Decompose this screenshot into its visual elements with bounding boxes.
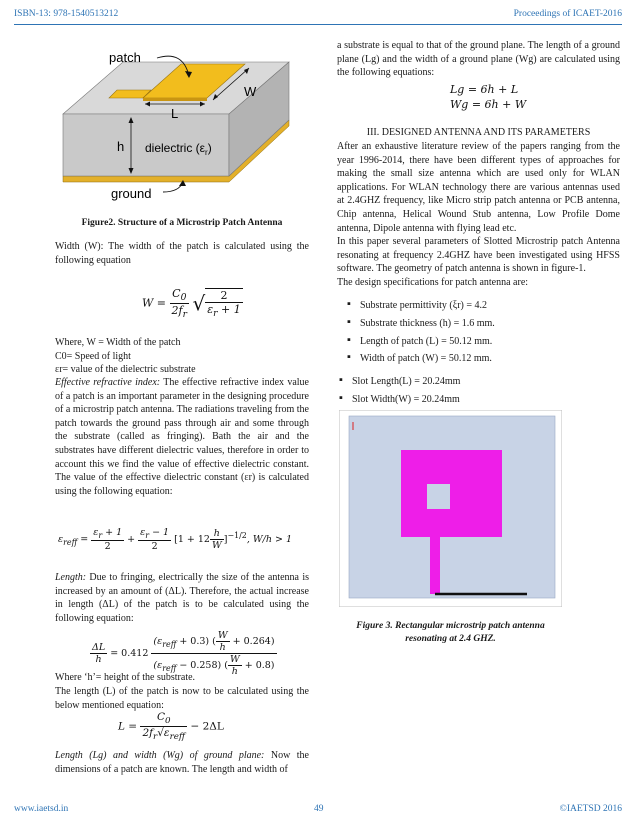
eq-w-root-den: ε: [207, 303, 214, 317]
eq-dl-n1: (ε: [153, 636, 163, 647]
eq-w-root-den-tail: + 1: [217, 303, 241, 317]
eq-dl-d1-tail: − 0.258): [176, 660, 222, 671]
label-patch: patch: [109, 50, 141, 65]
ground-heading: Length (Lg) and width (Wg) of ground plane:: [55, 750, 265, 761]
eq-eff-a-den: 2: [104, 540, 111, 552]
footer-page-number: 49: [314, 804, 324, 814]
patch-edge: [143, 98, 207, 101]
label-h: h: [117, 139, 125, 154]
eq-eff-b-num: ε: [140, 527, 146, 538]
eq-dl-n-wh: [216, 630, 230, 653]
eq-w-den: 2f: [171, 304, 183, 318]
er-line: εr= value of the dielectric substrate: [55, 364, 196, 376]
figure-2-microstrip-structure: [61, 40, 293, 212]
footer-copyright: ©IAETSD 2016: [559, 804, 622, 814]
eq-l-tail: − 2ΔL: [190, 720, 224, 733]
ground-text: Now the dimensions of a patch are known. The length and width of: [55, 750, 309, 775]
slot-item: ▪ Slot Width(W) = 20.24mm: [352, 391, 612, 409]
eq-dl-lhs-num: ΔL: [92, 642, 106, 653]
width-intro: Width (W): The width of the patch is calculated using the following equation: [55, 241, 309, 266]
eq-eff-b-num-sub: r: [145, 530, 150, 540]
spec-item: ▪ Substrate permittivity (ξr) = 4.2: [360, 297, 620, 315]
eq-w-num: C: [172, 287, 181, 300]
eq-eff-lhs-sub: reff: [63, 537, 78, 547]
variable-definitions: [55, 336, 309, 377]
eq-dl-n2b: h: [219, 642, 226, 653]
ground-equations: [450, 82, 526, 112]
eq-w-num-sub: 0: [180, 292, 187, 304]
eq-w-root-den-sub: r: [213, 308, 218, 320]
len-text: Due to fringing, electrically the size of the antenna is increased by an amount of (ΔL). Therefore, the actual increase in length (ΔL) of the patch is to be calculated using the following equation:: [55, 572, 309, 624]
c0-line: C0= Speed of light: [55, 350, 131, 362]
eq-wg: Wg = 6h + W: [450, 98, 527, 111]
eq-eff-lhs: ε: [58, 533, 64, 545]
slot-list: [352, 373, 612, 409]
equation-delta-l: [90, 630, 277, 677]
eq-dl-n1-tail: + 0.3): [176, 636, 210, 647]
eq-eff-cond: , W/h > 1: [246, 533, 292, 545]
footer-website[interactable]: www.iaetsd.in: [14, 804, 69, 814]
header-isbn: ISBN-13: 978-1540513212: [14, 9, 119, 19]
header-rule: [14, 24, 622, 25]
eq-eff-bracket-open: [1 + 12: [174, 533, 210, 545]
label-dielectric: dielectric $(\varepsilon_r)$: [145, 141, 212, 157]
eq-eff-b-num-tail: − 1: [149, 527, 170, 538]
eq-eff-frac-hw: [210, 528, 224, 551]
eff-text: The effective refractive index value of a patch is an important parameter in the designing procedure of a microstrip patch antenna. The radiations traveling from the patch towards the ground pass through air and some through the substrate (called as fringing). Bath the air and the substrates have different dielectric values, therefore in order to account this we find the value of effective dielectric constant. The value of the effective dielectric constant (εr) is calculated using the following equation:: [55, 377, 309, 497]
eq-lg: Lg = 6h + L: [450, 83, 519, 96]
eq-dl-d1: (ε: [153, 660, 163, 671]
fig3-slotted-patch: [401, 450, 502, 537]
equation-width: W = $\frac{C_0}{2f_r}$ √ $\frac{2}{\varepsilon_r + 1}$: [142, 287, 241, 321]
length-paragraph: [55, 571, 309, 625]
section-body: [337, 140, 620, 290]
eq-eff-bracket-close: ]: [223, 533, 228, 545]
figure-3-caption: Figure 3. Rectangular microstrip patch antenna resonating at 2.4 GHZ.: [356, 621, 545, 644]
length-intro: The length (L) of the patch is now to be calculated using the below mentioned equation:: [55, 686, 309, 711]
spec-item: ▪ Substrate thickness (h) = 1.6 mm.: [360, 315, 620, 333]
spec-item: ▪ Length of patch (L) = 50.12 mm.: [360, 333, 620, 351]
eq-l-frac: $\frac{C_0}{2f_r√\varepsilon_{reff}}$: [142, 711, 186, 743]
para-literature: After an exhaustive literature review of the papers ranging from the year 1996-2014, there have been different types of approaches for making the small size antenna which are used only for WLAN applications. For WLAN technology there are various antennas used at 2.4GHZ frequency, like Micro strip patch antenna or PCB antenna, Chip antenna, Helical Wound Stub antenna, Low Profile Dome antenna, Dipole antenna with flying lead etc.: [337, 141, 620, 234]
eq-w-root-num: 2: [205, 289, 243, 303]
effective-index-paragraph: [55, 376, 309, 498]
slot-item: ▪ Slot Length(L) = 20.24mm: [352, 373, 612, 391]
eq-dl-d1-sub: reff: [162, 663, 177, 673]
eq-eff-b-den: 2: [151, 540, 158, 552]
fig3-feed-stub: [430, 537, 440, 594]
eq-eff-plus: +: [127, 533, 136, 545]
ground-plane-paragraph: [55, 749, 309, 776]
eq-w-den-sub: r: [182, 309, 187, 321]
eq-eff-frac-b: [138, 527, 171, 552]
where-h: Where ‘h’= height of the substrate.: [55, 672, 196, 683]
eq-dl-n1-sub: reff: [162, 639, 177, 649]
ground-pointer: [163, 182, 183, 192]
spec-item: ▪ Width of patch (W) = 50.12 mm.: [360, 350, 620, 368]
label-ground: ground: [111, 186, 152, 201]
figure-3-patch-antenna: [339, 410, 562, 607]
header-proceedings: Proceedings of ICAET-2016: [513, 9, 622, 19]
eq-dl-coef: = 0.412: [110, 648, 149, 659]
eq-dl-lhs-den: h: [95, 654, 102, 665]
eq-eff-h: h: [210, 528, 224, 540]
eq-w-frac: [170, 287, 189, 320]
equation-length: [118, 711, 224, 742]
eq-l-num: C: [156, 711, 166, 723]
eq-eff-eq: =: [80, 533, 89, 545]
label-L: L: [171, 106, 179, 121]
figure-2-caption: Figure2. Structure of a Microstrip Patch Antenna: [81, 218, 283, 228]
eq-dl-d2a: W: [229, 654, 240, 665]
spec-intro: The design specifications for patch antenna are:: [337, 276, 529, 288]
eq-dl-main-frac: $(\varepsilon_{reff} + 0.3)$ ( $\frac{W}{h}$ + 0.264) $(\varepsilon_{reff} - 0.258)$ ( $\frac{W}{h}$ + 0.8): [153, 630, 275, 677]
eq-l-root-sub: reff: [169, 732, 186, 743]
ground-continuation: a substrate is equal to that of the ground plane. The length of a ground plane (Lg) and the width of a ground plane (Wg) are calculated using the following equations:: [337, 40, 620, 79]
eq-eff-a-num-tail: + 1: [102, 527, 123, 538]
eq-l-den: 2f: [142, 727, 154, 740]
eq-dl-d2b: h: [231, 666, 238, 677]
section-heading: III. DESIGNED ANTENNA AND ITS PARAMETERS: [366, 127, 591, 138]
spec-list: [360, 297, 620, 368]
eq-dl-n2-tail: + 0.264): [229, 636, 275, 647]
eq-eff-a-num-sub: r: [98, 530, 103, 540]
eq-eff-power: −1/2: [227, 530, 247, 540]
eq-eff-a-num: ε: [93, 527, 99, 538]
label-W: W: [244, 84, 257, 99]
eq-w-lhs: W =: [142, 296, 167, 310]
eq-dl-lhs: [90, 642, 107, 665]
eq-eff-W: W: [211, 539, 222, 551]
eq-l-num-sub: 0: [165, 716, 171, 727]
eff-heading: Effective refractive index:: [55, 377, 161, 388]
eq-l-lhs: L =: [118, 720, 138, 733]
equation-effective: [58, 527, 292, 552]
eq-l-den-sub: r: [153, 732, 158, 743]
len-heading: Length:: [55, 572, 87, 583]
eq-l-root: ε: [163, 727, 170, 740]
eq-dl-n2a: W: [217, 630, 228, 641]
eq-eff-frac-a: [91, 527, 124, 552]
where-w: Where, W = Width of the patch: [55, 337, 181, 348]
eq-w-root: [205, 288, 243, 319]
para-investigation: In this paper several parameters of Slotted Microstrip patch Antenna resonating at frequency 2.4GHZ have been investigated using HFSS software. The geometry of patch antenna is shown in figure-1.: [337, 236, 620, 275]
eq-dl-d2-tail: + 0.8): [241, 660, 275, 671]
